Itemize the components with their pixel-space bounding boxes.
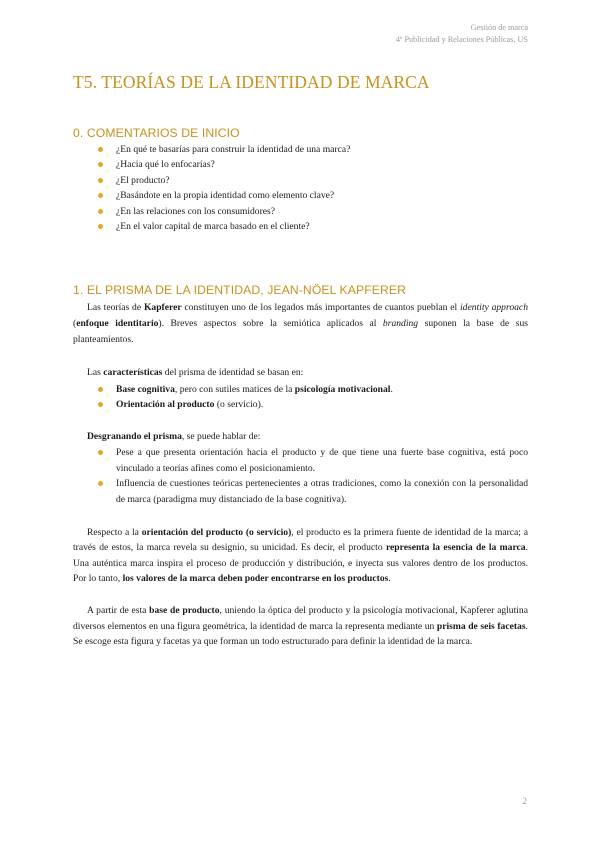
- paragraph-product-orientation: Respecto a la orientación del producto (o servicio), el producto es la primera fuente de identidad de la marca; a través de estos, la marca revela su designio, su unicidad. Es decir, el producto representa la esencia de la marca. Una auténtica marca inspira el proceso de producción y distribución, e inyecta sus valores dentro de los productos. Por lo tanto, los valores de la marca deben poder encontrarse en los productos.: [73, 526, 529, 585]
- list-item: ¿Basándote en la propia identidad como elemento clave?: [73, 188, 528, 203]
- bullet-icon: [98, 450, 103, 455]
- bullet-icon: [98, 178, 103, 183]
- section-1-heading: 1. EL PRISMA DE LA IDENTIDAD, JEAN-NÖEL KAPFERER: [73, 283, 407, 298]
- paragraph-intro: Las teorías de Kapferer constituyen uno de los legados más importantes de cuantos pueblan el identity approach (enfoque identitario). Breves aspectos sobre la semiótica aplicados al branding suponen la base de sus planteamientos.: [73, 302, 528, 345]
- bullet-icon: [98, 193, 103, 198]
- bullet-icon: [98, 162, 103, 167]
- list-item: ¿En qué te basarías para construir la identidad de una marca?: [73, 142, 528, 157]
- bullet-icon: [98, 481, 103, 486]
- page-content: [73, 72, 528, 650]
- list-item: ¿En las relaciones con los consumidores?: [73, 204, 528, 219]
- bullet-icon: [98, 387, 103, 392]
- document-title: T5. TEORÍAS DE LA IDENTIDAD DE MARCA: [73, 72, 430, 92]
- page-number: 2: [522, 796, 527, 806]
- bullet-icon: [98, 147, 103, 152]
- header-degree: 4º Publicidad y Relaciones Públicas, US: [395, 35, 528, 44]
- list-item: Orientación al producto (o servicio).: [73, 397, 528, 412]
- bullet-icon: [98, 209, 103, 214]
- paragraph-product-base: A partir de esta base de producto, uniendo la óptica del producto y la psicología motivacional, Kapferer aglutina diversos elementos en una figura geométrica, la identidad de marca la representa mediante un prisma de seis facetas. Se escoge esta figura y facetas ya que forman un todo estructurado para definir la identidad de la marca.: [73, 604, 528, 648]
- list-item: ¿Hacia qué lo enfocarías?: [73, 157, 528, 172]
- characteristics-list: [73, 382, 528, 413]
- section-0-heading: 0. COMENTARIOS DE INICIO: [73, 126, 240, 140]
- section-0-question-list: [73, 142, 528, 234]
- paragraph-breakdown: Desgranando el prisma, se puede hablar de:: [87, 430, 261, 442]
- bullet-icon: [98, 402, 103, 407]
- paragraph-characteristics: Las características del prisma de identidad se basan en:: [87, 367, 304, 379]
- list-item: Base cognitiva, pero con sutiles matices de la psicología motivacional.: [73, 382, 528, 397]
- list-item: ¿El producto?: [73, 173, 528, 188]
- list-item: ¿En el valor capital de marca basado en el cliente?: [73, 219, 528, 234]
- list-item: Influencia de cuestiones teóricas pertenecientes a otras tradiciones, como la conexión con la personalidad de marca (paradigma muy distanciado de la base cognitiva).: [73, 476, 528, 507]
- header-course: Gestión de marca: [470, 23, 528, 32]
- breakdown-list: [73, 445, 528, 507]
- list-item: Pese a que presenta orientación hacia el producto y de que tiene una fuerte base cognitiva, está poco vinculado a teorías afines como el posicionamiento.: [73, 445, 528, 476]
- page-header: [396, 22, 528, 46]
- bullet-icon: [98, 224, 103, 229]
